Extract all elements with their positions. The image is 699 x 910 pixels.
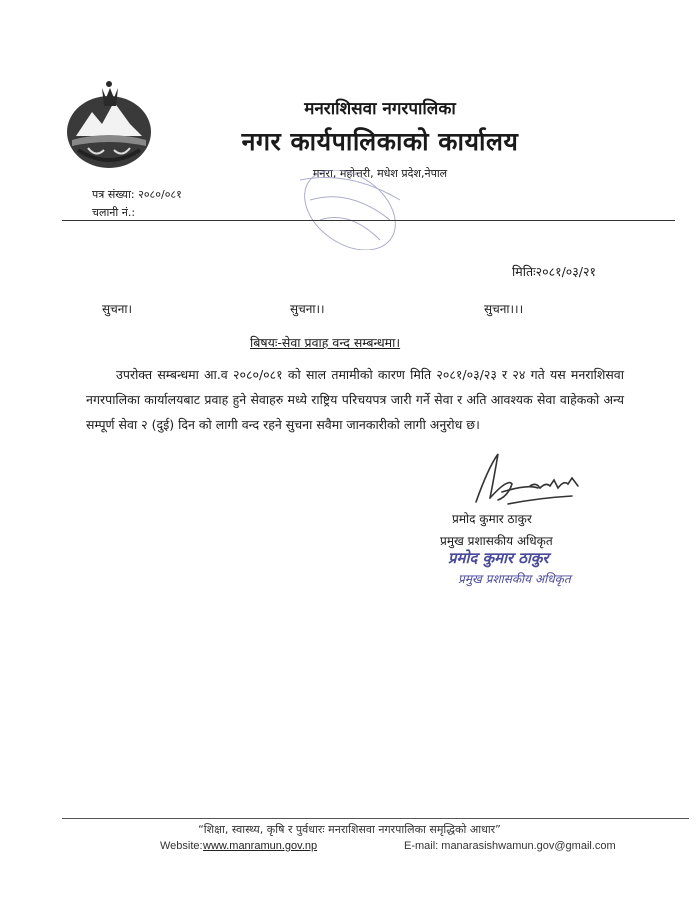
notice-label-3: सुचना।।। (484, 302, 524, 316)
office-seal-icon (290, 170, 410, 250)
website-label: Website: (160, 840, 203, 852)
stamp-name: प्रमोद कुमार ठाकुर (448, 549, 549, 567)
website-link[interactable]: www.manramun.gov.np (203, 840, 318, 852)
footer-divider (62, 818, 689, 819)
notice-label-1: सुचना। (102, 302, 133, 316)
signatory-name: प्रमोद कुमार ठाकुर (452, 512, 532, 526)
office-address: मनरा, महोत्तरी, मधेश प्रदेश,नेपाल (312, 167, 448, 180)
dispatch-number: चलानी नं.: (92, 206, 136, 219)
organization-name: मनराशिसवा नगरपालिका (304, 99, 456, 119)
signature-icon (468, 448, 588, 510)
office-name: नगर कार्यपालिकाको कार्यालय (241, 127, 519, 156)
body-paragraph: उपरोक्त सम्बन्धमा आ.व २०८०/०८१ को साल तमामीको कारण मिति २०८१/०३/२३ र २४ गते यस मनराशिसवा नगरपालिका कार्यालयबाट प्रवाह हुने सेवाहरु मध्ये राष्ट्रिय परिचयपत्र जारी गर्ने सेवा र अति आवश्यक सेवा वाहेकको अन्य सम्पूर्ण सेवा २ (दुई) दिन को लागी वन्द रहने सुचना सवैमा जानकारीको लागी अनुरोध छ। (86, 367, 624, 432)
letter-number: पत्र संख्या: २०८०/०८१ (92, 188, 182, 201)
letter-date: मितिः२०८१/०३/२१ (512, 264, 597, 279)
government-emblem-icon (58, 78, 160, 174)
header-divider (62, 220, 675, 221)
subject-line: बिषयः-सेवा प्रवाह वन्द सम्बन्धमा। (250, 335, 401, 350)
stamp-title: प्रमुख प्रशासकीय अधिकृत (458, 572, 571, 586)
signatory-title: प्रमुख प्रशासकीय अधिकृत (440, 534, 553, 548)
notice-label-2: सुचना।। (290, 302, 325, 316)
footer-email: E-mail: manarasishwamun.gov@gmail.com (404, 840, 616, 852)
footer-motto: “शिक्षा, स्वास्थ्य, कृषि र पुर्वधारः मनराशिसवा नगरपालिका समृद्धिको आधार” (198, 823, 501, 836)
